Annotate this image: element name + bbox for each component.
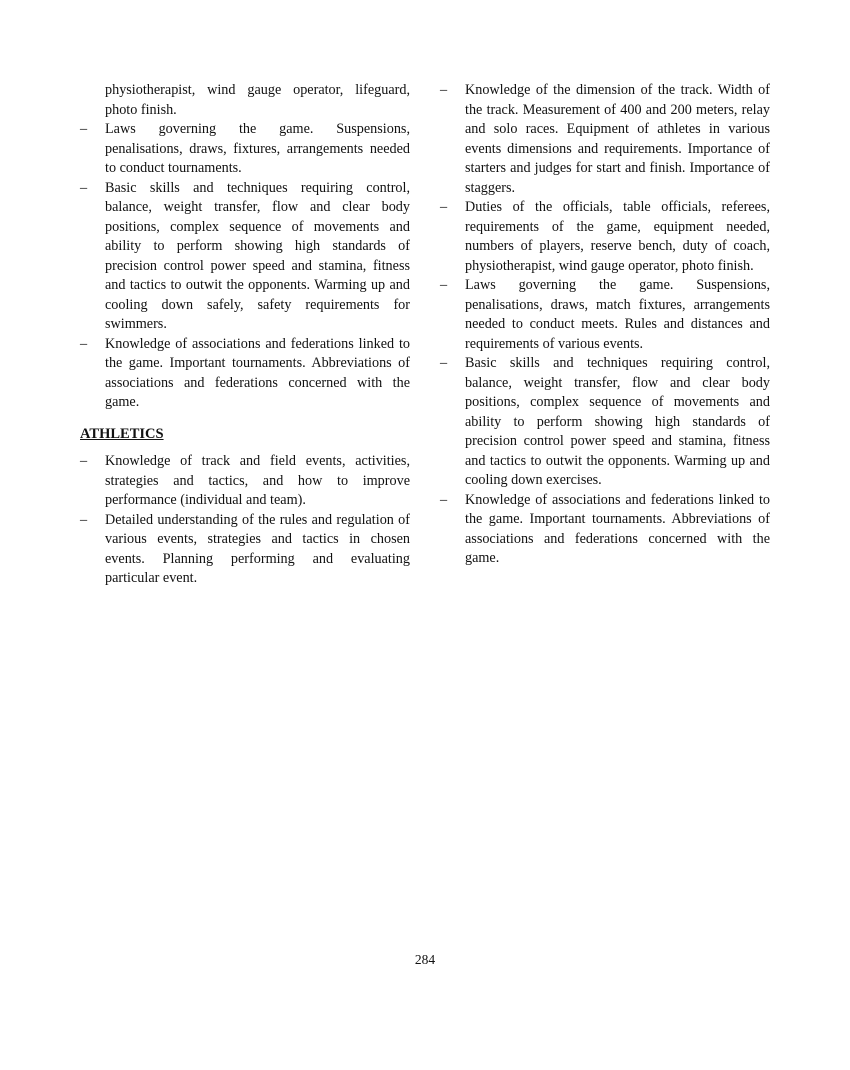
section-heading-athletics: ATHLETICS bbox=[80, 425, 164, 442]
list-item-text: Knowledge of track and field events, activities, strategies and tactics, and how to improve performance (individual and team). bbox=[105, 453, 410, 508]
list-item bbox=[440, 276, 770, 354]
list-item-text: Knowledge of associations and federations linked to the game. Important tournaments. Abbreviations of associations and federations concerned with the game. bbox=[465, 491, 770, 566]
dash-bullet: – bbox=[80, 511, 88, 528]
list-item bbox=[440, 354, 770, 491]
page-number: 284 bbox=[414, 952, 436, 967]
list-item-text: Basic skills and techniques requiring control, balance, weight transfer, flow and clear body positions, complex sequence of movements and ability to perform showing high standards of precision control power speed and stamina, fitness and tactics to outwit the opponents. Warming up and cooling down exercises. bbox=[465, 355, 770, 488]
dash-bullet: – bbox=[440, 491, 448, 508]
dash-bullet: – bbox=[80, 121, 88, 137]
list-item-text: Knowledge of associations and federations linked to the game. Important tournaments. Abbreviations of associations and federations concerned with the game. bbox=[105, 335, 410, 410]
list-item bbox=[80, 511, 410, 589]
list-item-text: Basic skills and techniques requiring control, balance, weight transfer, flow and clear body positions, complex sequence of movements and ability to perform showing high standards of precision control power speed and stamina, fitness and tactics to outwit the opponents. Warming up and cooling down safely, safety requirements for swimmers. bbox=[105, 179, 410, 332]
list-item bbox=[80, 335, 410, 413]
list-item bbox=[80, 452, 410, 511]
dash-bullet: – bbox=[440, 199, 448, 215]
list-item-text: Detailed understanding of the rules and regulation of various events, strategies and tactics in chosen events. Planning performing and evaluating particular event. bbox=[105, 511, 410, 586]
dash-bullet: – bbox=[80, 335, 88, 352]
dash-bullet: – bbox=[80, 179, 88, 196]
list-item-text: Laws governing the game. Suspensions, penalisations, draws, match fixtures, arrangements needed to conduct meets. Rules and distances and requirements of various events. bbox=[465, 277, 770, 352]
list-item bbox=[440, 81, 770, 198]
list-item bbox=[440, 491, 770, 569]
dash-bullet: – bbox=[440, 82, 448, 98]
dash-bullet: – bbox=[440, 355, 448, 371]
left-column bbox=[80, 81, 410, 589]
list-item bbox=[80, 120, 410, 179]
list-item-text: Laws governing the game. Suspensions, penalisations, draws, fixtures, arrangements needed to conduct tournaments. bbox=[105, 121, 410, 176]
dash-bullet: – bbox=[80, 453, 88, 469]
right-column bbox=[440, 81, 770, 569]
list-item bbox=[80, 179, 410, 335]
list-item bbox=[440, 198, 770, 276]
list-item-text: Duties of the officials, table officials, referees, requirements of the game, equipment needed, numbers of players, reserve bench, duty of coach, physiotherapist, wind gauge operator, photo finish. bbox=[465, 199, 770, 274]
list-item-text: Knowledge of the dimension of the track. Width of the track. Measurement of 400 and 200 meters, relay and solo races. Equipment of athletes in various events dimensions and requirements. Importance of starters and judges for start and finish. Importance of staggers. bbox=[465, 82, 770, 196]
continued-paragraph: physiotherapist, wind gauge operator, lifeguard, photo finish. bbox=[105, 82, 410, 118]
dash-bullet: – bbox=[440, 277, 448, 293]
